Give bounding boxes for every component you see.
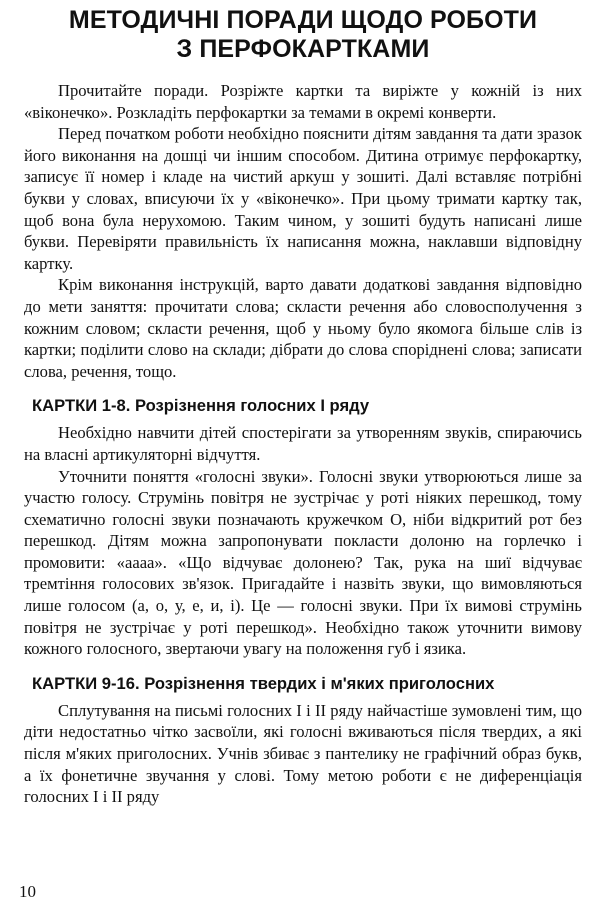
page-title-line-2: З ПЕРФОКАРТКАМИ: [176, 35, 430, 63]
section1-paragraph-1: Необхідно навчити дітей спостерігати за утворенням звуків, спираючись на власні артикуляторні відчуття.: [24, 423, 582, 464]
section2-paragraph-1: Сплутування на письмі голосних І і ІІ ряду найчастіше зумовлені тим, що діти недостатньо чітко засвоїли, які голосні вживаються після твердих, а які після м'яких приголосних. Учнів збиває з пантелику не графічний образ букв, а їх фонетичне звучання у слові. Тому метою роботи є не диференціація голосних І і ІІ ряду: [24, 700, 582, 807]
intro-paragraph-2: Перед початком роботи необхідно пояснити дітям завдання та дати зразок його виконання на дошці чи іншим способом. Дитина отримує перфокартку, записує її номер і кладе на чистий аркуш у зошиті. Далі вставляє потрібні букви у словах, вписуючи їх у «віконечко». При цьому тримати картку так, щоб вона була нерухомою. Таким чином, у зошиті будуть написані лише букви. Перевіряти правильність їх написання можна, наклавши відповідну картку.: [24, 124, 582, 273]
page-title-line-1: МЕТОДИЧНІ ПОРАДИ ЩОДО РОБОТИ: [68, 6, 538, 34]
section-cards-1-8: [24, 395, 582, 660]
page-title: [24, 6, 582, 64]
intro-section: [24, 80, 582, 382]
section-heading-cards-9-16: КАРТКИ 9-16. Розрізнення твердих і м'яких приголосних: [32, 673, 495, 693]
section-cards-9-16: [24, 673, 582, 808]
page-number: 10: [19, 882, 36, 901]
section1-paragraph-2: Уточнити поняття «голосні звуки». Голосні звуки утворюються лише за участю голосу. Струмінь повітря не зустрічає у роті ніяких перешкод, тому схематично голосні звуки позначають кружечком О, ніби відкритий рот без перешкод. Дітям можна запропонувати покласти долоню на горлечко і промовити: «аааа». «Що відчуває долонею? Так, рука на шиї відчуває тремтіння голосових зв'язок. Пригадайте і назвіть звуки, що вимовляються лише голосом (а, о, у, е, и, і). Це — голосні звуки. При їх вимові струмінь повітря не зустрічає у роті перешкод». Необхідно також уточнити вимову кожного голосного, звертаючи увагу на положення губ і язика.: [24, 466, 582, 659]
intro-paragraph-3: Крім виконання інструкцій, варто давати додаткові завдання відповідно до мети заняття: прочитати слова; скласти речення або словосполучення з кожним словом; скласти речення, щоб у ньому було якомога більше слів із картки; поділити слово на склади; дібрати до слова споріднені слова; записати слова, речення, тощо.: [24, 275, 582, 381]
intro-paragraph-1: Прочитайте поради. Розріжте картки та виріжте у кожній із них «віконечко». Розкладіть перфокартки за темами в окремі конверти.: [24, 81, 582, 122]
section-heading-cards-1-8: КАРТКИ 1-8. Розрізнення голосних І ряду: [32, 396, 370, 416]
